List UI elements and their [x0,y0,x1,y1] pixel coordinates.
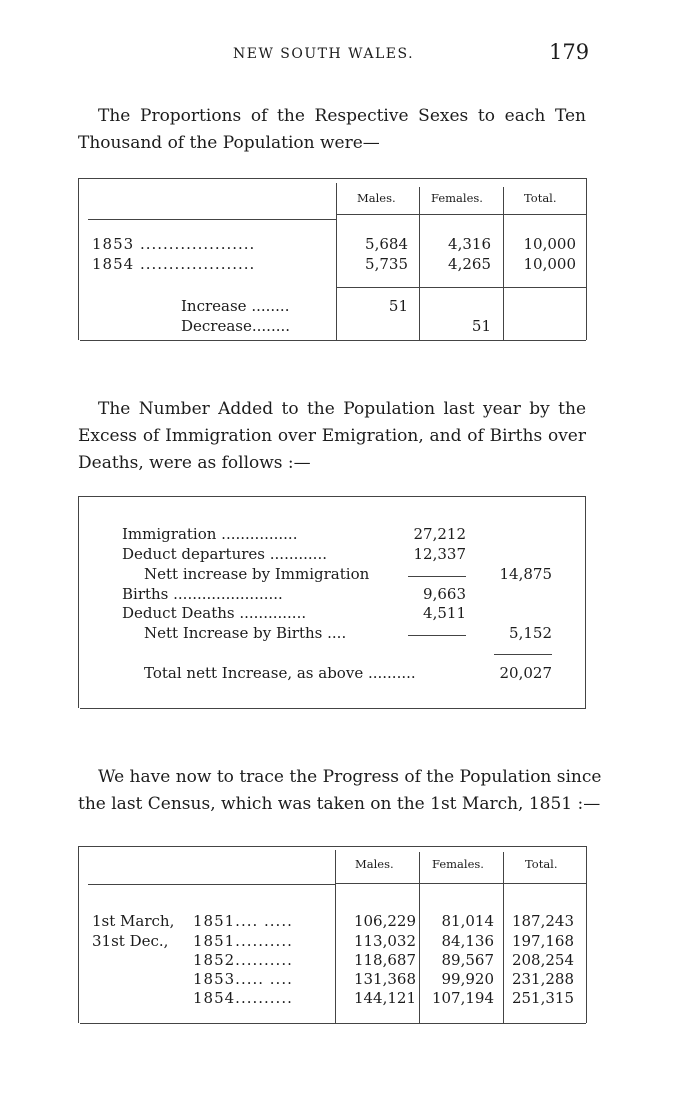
line-value: 12,337 [413,545,466,563]
cell-total: 251,315 [511,989,574,1007]
line-label: Immigration ................ [122,525,298,543]
cell-males: 106,229 [353,912,416,930]
cell-total: 10,000 [523,235,576,253]
page-number: 179 [549,40,590,64]
cell-total: 197,168 [511,932,574,950]
text-line: the last Census, which was taken on the 1st March, 1851 :— [78,794,601,814]
cell-males: 5,735 [365,255,408,273]
running-title: NEW SOUTH WALES. [233,46,415,62]
row-year: 1851.......... [193,932,293,950]
cell-females: 107,194 [431,989,494,1007]
text-line: Deaths, were as follows :— [78,453,311,473]
text-line: Thousand of the Population were— [78,133,380,153]
cell-males: 118,687 [353,951,416,969]
line-total: 14,875 [499,565,552,583]
cell-females: 99,920 [441,970,494,988]
cell-decrease-females: 51 [471,317,491,335]
rule [88,884,336,885]
row-label-decrease: Decrease........ [181,317,291,335]
line-value: 27,212 [413,525,466,543]
cell-males: 144,121 [353,989,416,1007]
text-line: Excess of Immigration over Emigration, and of Births over [78,426,586,446]
text-line: The Proportions of the Respective Sexes to each Ten [98,106,586,126]
rule [586,846,587,1023]
cell-total: 231,288 [511,970,574,988]
cell-females: 4,316 [448,235,491,253]
rule [78,846,586,847]
line-value: 9,663 [423,585,466,603]
cell-females: 81,014 [441,912,494,930]
cell-total: 208,254 [511,951,574,969]
row-year: 1853..... .... [193,970,293,988]
line-label: Deduct Deaths .............. [122,604,307,622]
rule [80,1023,586,1024]
cell-total: 187,243 [511,912,574,930]
line-value: 4,511 [423,604,466,622]
column-header: Males. [357,191,396,205]
line-total: 5,152 [509,624,552,642]
column-header: Females. [431,191,483,205]
line-label: Births ....................... [122,585,283,603]
row-year: 1852.......... [193,951,293,969]
text-line: We have now to trace the Progress of the Population since [98,767,602,787]
row-date: 1st March, [92,912,175,930]
text-line: The Number Added to the Population last year by the [98,399,586,419]
row-label: 1854 .................... [92,255,256,273]
cell-males: 5,684 [365,235,408,253]
cell-males: 131,368 [353,970,416,988]
grand-total-value: 20,027 [499,664,552,682]
cell-increase-males: 51 [388,297,408,315]
row-year: 1854.......... [193,989,293,1007]
column-header: Males. [355,857,394,871]
grand-total-label: Total nett Increase, as above .......... [144,664,416,682]
cell-males: 113,032 [353,932,416,950]
column-header: Females. [432,857,484,871]
row-label: 1853 .................... [92,235,256,253]
cell-females: 4,265 [448,255,491,273]
row-year: 1851.... ..... [193,912,293,930]
line-label: Nett increase by Immigration [144,565,370,583]
cell-females: 84,136 [441,932,494,950]
cell-females: 89,567 [441,951,494,969]
column-header: Total. [524,191,557,205]
rule [336,883,586,884]
cell-total: 10,000 [523,255,576,273]
column-header: Total. [525,857,558,871]
rule [78,846,79,1023]
line-label: Deduct departures ............ [122,545,327,563]
row-label-increase: Increase ........ [181,297,290,315]
row-date: 31st Dec., [92,932,169,950]
line-label: Nett Increase by Births .... [144,624,347,642]
